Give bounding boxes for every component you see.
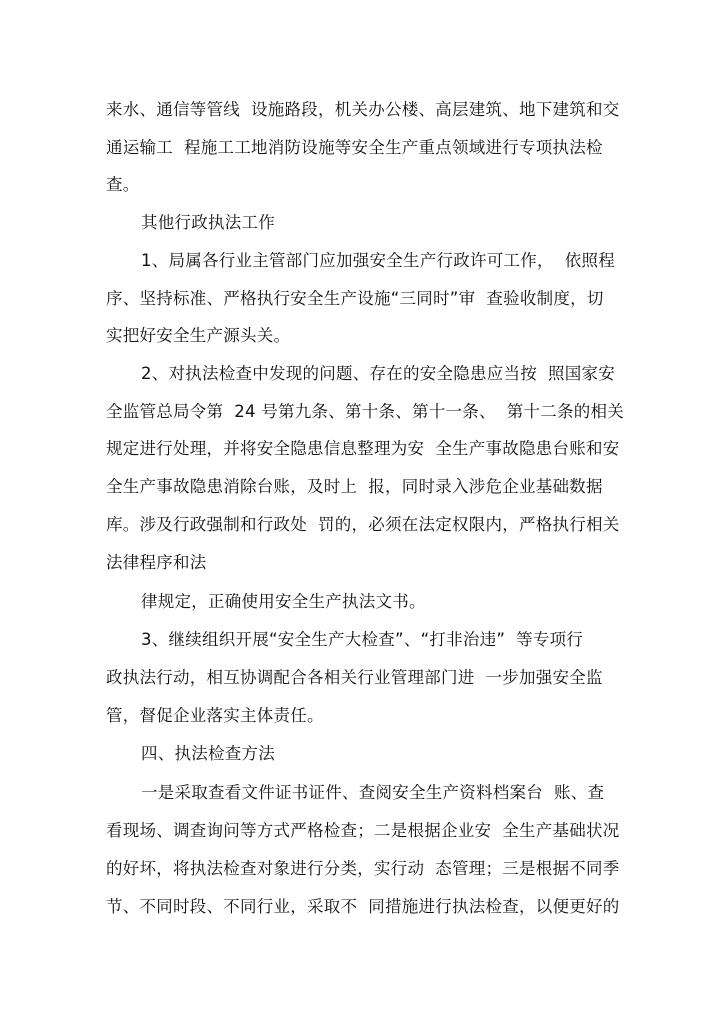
section-heading: 其他行政执法工作 bbox=[141, 213, 275, 232]
text-line: 全生产事故隐患消除台账，及时上 报，同时录入涉危企业基础数据 bbox=[106, 477, 603, 496]
text-line: 查。 bbox=[106, 175, 140, 194]
text-line: 1、局属各行业主管部门应加强安全生产行政许可工作， 依照程 bbox=[141, 251, 615, 270]
text-line: 2、对执法检查中发现的问题、存在的安全隐患应当按 照国家安 bbox=[141, 364, 615, 383]
text-line: 法律程序和法 bbox=[106, 553, 207, 572]
text-line: 看现场、调查询问等方式严格检查；二是根据企业安 全生产基础状况 bbox=[106, 821, 620, 840]
section-heading: 四、执法检查方法 bbox=[141, 744, 275, 763]
text-line: 库。涉及行政强制和行政处 罚的，必须在法定权限内，严格执行相关 bbox=[106, 515, 620, 534]
text-line: 来水、通信等管线 设施路段，机关办公楼、高层建筑、地下建筑和交 bbox=[106, 100, 620, 119]
text-line: 序、坚持标准、严格执行安全生产设施“三同时”审 查验收制度，切 bbox=[106, 289, 604, 308]
text-line: 规定进行处理，并将安全隐患信息整理为安 全生产事故隐患台账和安 bbox=[106, 439, 620, 458]
text-line: 的好坏，将执法检查对象进行分类，实行动 态管理；三是根据不同季 bbox=[106, 859, 620, 878]
text-line: 节、不同时段、不同行业，采取不 同措施进行执法检查，以便更好的 bbox=[106, 897, 620, 916]
text-line: 管，督促企业落实主体责任。 bbox=[106, 706, 324, 725]
text-line: 政执法行动，相互协调配合各相关行业管理部门进 一步加强安全监 bbox=[106, 668, 603, 687]
text-line: 3、继续组织开展“安全生产大检查”、“打非治违” 等专项行 bbox=[141, 630, 584, 649]
text-line: 实把好安全生产源头关。 bbox=[106, 326, 291, 345]
text-line: 一是采取查看文件证书证件、查阅安全生产资料档案台 账、查 bbox=[141, 783, 605, 802]
text-line: 全监管总局令第 24 号第九条、第十条、第十一条、 第十二条的相关 bbox=[106, 402, 624, 421]
text-line: 律规定，正确使用安全生产执法文书。 bbox=[141, 592, 426, 611]
text-line: 通运输工 程施工工地消防设施等安全生产重点领域进行专项执法检 bbox=[106, 138, 603, 157]
